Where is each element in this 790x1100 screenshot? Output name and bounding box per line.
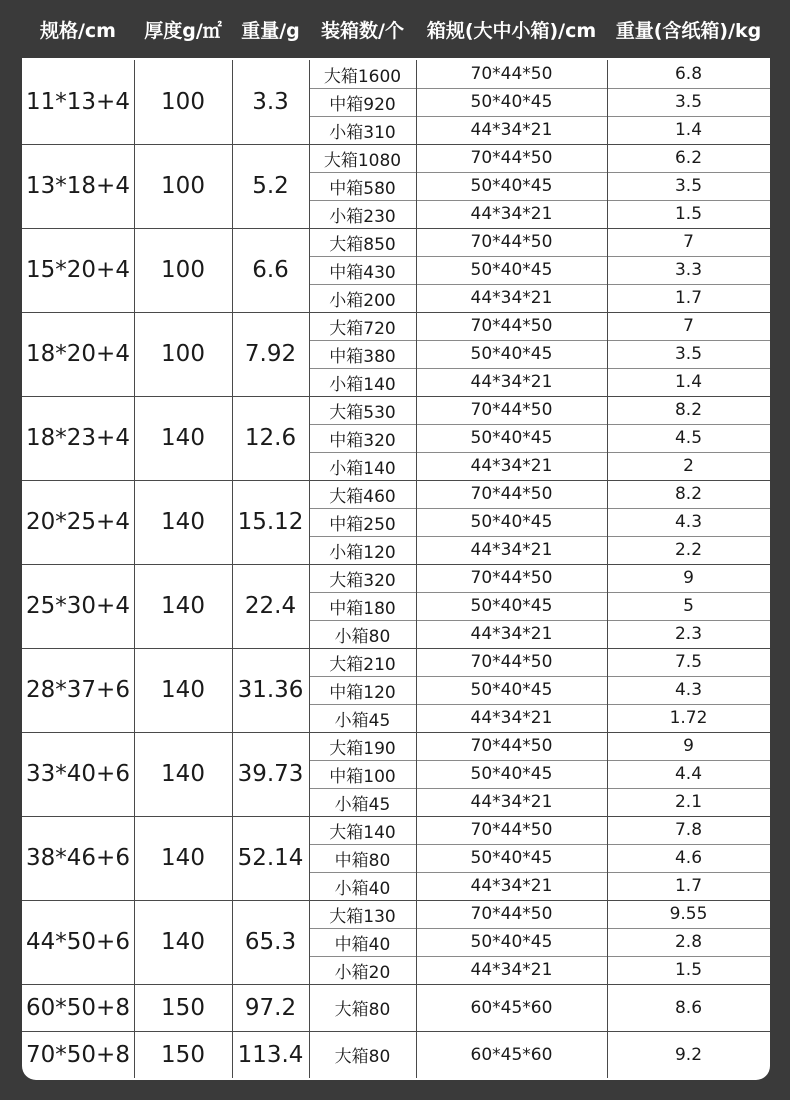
row-divider [309, 620, 770, 621]
spec-cell: 15*20+4 [26, 257, 130, 283]
row-divider [309, 844, 770, 845]
weight-cell: 7.92 [244, 341, 297, 367]
qty-cell: 大箱530 [329, 402, 396, 423]
box-weight-cell: 8.6 [674, 997, 703, 1018]
column-divider [232, 60, 233, 1078]
qty-cell: 中箱580 [329, 178, 396, 199]
box-weight-cell: 4.3 [674, 680, 703, 700]
box-size-cell: 44*34*21 [470, 456, 553, 476]
box-size-cell: 70*44*50 [470, 568, 553, 588]
weight-cell: 52.14 [237, 845, 304, 871]
spec-cell: 18*23+4 [26, 425, 130, 451]
spec-cell: 11*13+4 [26, 89, 130, 115]
box-size-cell: 50*40*45 [470, 176, 553, 196]
box-weight-cell: 4.3 [674, 512, 703, 532]
box-size-cell: 50*40*45 [470, 848, 553, 868]
box-weight-cell: 2.3 [674, 624, 703, 644]
weight-cell: 15.12 [237, 509, 304, 535]
qty-cell: 大箱460 [329, 486, 396, 507]
box-weight-cell: 1.7 [674, 876, 703, 896]
spec-cell: 28*37+6 [26, 677, 130, 703]
qty-cell: 大箱320 [329, 570, 396, 591]
column-divider [309, 60, 310, 1078]
row-divider [309, 452, 770, 453]
box-size-cell: 44*34*21 [470, 120, 553, 140]
box-size-cell: 50*40*45 [470, 92, 553, 112]
qty-cell: 中箱40 [334, 934, 391, 955]
qty-cell: 小箱140 [329, 374, 396, 395]
qty-cell: 大箱850 [329, 234, 396, 255]
column-divider [607, 60, 608, 1078]
row-divider [309, 788, 770, 789]
box-weight-cell: 1.4 [674, 372, 703, 392]
weight-cell: 31.36 [237, 677, 304, 703]
thickness-cell: 140 [161, 677, 205, 703]
weight-cell: 65.3 [244, 929, 297, 955]
box-size-cell: 44*34*21 [470, 540, 553, 560]
qty-cell: 大箱80 [334, 1000, 391, 1020]
header-thickness: 厚度g/㎡ [144, 19, 222, 42]
spec-cell: 60*50+8 [26, 994, 130, 1021]
box-size-cell: 60*45*60 [470, 1044, 553, 1065]
qty-cell: 中箱320 [329, 430, 396, 451]
header-weight: 重量/g [241, 19, 300, 42]
box-weight-cell: 9.55 [669, 904, 708, 924]
box-weight-cell: 9 [683, 736, 694, 756]
thickness-cell: 100 [161, 341, 205, 367]
box-weight-cell: 8.2 [674, 400, 703, 420]
qty-cell: 小箱120 [329, 542, 396, 563]
box-size-cell: 70*44*50 [470, 64, 553, 84]
qty-cell: 小箱20 [334, 962, 391, 983]
box-weight-cell: 6.2 [674, 148, 703, 168]
qty-cell: 中箱180 [329, 598, 396, 619]
box-weight-cell: 3.3 [674, 260, 703, 280]
header-box-weight: 重量(含纸箱)/kg [615, 19, 762, 42]
box-size-cell: 70*44*50 [470, 148, 553, 168]
qty-cell: 大箱130 [329, 906, 396, 927]
box-size-cell: 70*44*50 [470, 316, 553, 336]
box-size-cell: 50*40*45 [470, 596, 553, 616]
box-weight-cell: 9 [683, 568, 694, 588]
row-divider [309, 424, 770, 425]
box-weight-cell: 4.4 [674, 764, 703, 784]
qty-cell: 小箱200 [329, 290, 396, 311]
box-size-cell: 70*44*50 [470, 904, 553, 924]
qty-cell: 中箱80 [334, 850, 391, 871]
weight-cell: 113.4 [237, 1041, 304, 1068]
thickness-cell: 140 [161, 509, 205, 535]
box-weight-cell: 5 [683, 596, 694, 616]
box-weight-cell: 7.8 [674, 820, 703, 840]
box-weight-cell: 2.8 [674, 932, 703, 952]
row-divider [309, 760, 770, 761]
box-size-cell: 50*40*45 [470, 428, 553, 448]
row-divider [309, 116, 770, 117]
box-weight-cell: 3.5 [674, 92, 703, 112]
box-size-cell: 70*44*50 [470, 820, 553, 840]
weight-cell: 12.6 [244, 425, 297, 451]
qty-cell: 大箱720 [329, 318, 396, 339]
column-divider [134, 60, 135, 1078]
box-size-cell: 50*40*45 [470, 512, 553, 532]
qty-cell: 中箱100 [329, 766, 396, 787]
qty-cell: 大箱210 [329, 654, 396, 675]
box-size-cell: 60*45*60 [470, 997, 553, 1018]
box-size-cell: 70*44*50 [470, 232, 553, 252]
box-size-cell: 70*44*50 [470, 736, 553, 756]
spec-cell: 13*18+4 [26, 173, 130, 199]
qty-cell: 中箱920 [329, 94, 396, 115]
box-weight-cell: 1.4 [674, 120, 703, 140]
spec-cell: 20*25+4 [26, 509, 130, 535]
qty-cell: 大箱190 [329, 738, 396, 759]
box-weight-cell: 8.2 [674, 484, 703, 504]
box-weight-cell: 4.6 [674, 848, 703, 868]
row-divider [309, 928, 770, 929]
box-weight-cell: 1.5 [674, 204, 703, 224]
row-divider [309, 284, 770, 285]
qty-cell: 小箱40 [334, 878, 391, 899]
box-size-cell: 44*34*21 [470, 288, 553, 308]
row-divider [309, 872, 770, 873]
box-size-cell: 70*44*50 [470, 484, 553, 504]
qty-cell: 小箱45 [334, 794, 391, 815]
box-size-cell: 50*40*45 [470, 260, 553, 280]
weight-cell: 39.73 [237, 761, 304, 787]
weight-cell: 6.6 [252, 257, 289, 283]
spec-cell: 44*50+6 [26, 929, 130, 955]
box-weight-cell: 2.2 [674, 540, 703, 560]
box-size-cell: 44*34*21 [470, 708, 553, 728]
box-size-cell: 44*34*21 [470, 876, 553, 896]
qty-cell: 大箱1600 [323, 66, 402, 87]
spec-cell: 38*46+6 [26, 845, 130, 871]
box-weight-cell: 7 [683, 232, 694, 252]
thickness-cell: 100 [161, 257, 205, 283]
weight-cell: 5.2 [252, 173, 289, 199]
thickness-cell: 150 [161, 994, 205, 1021]
column-divider [416, 60, 417, 1078]
box-weight-cell: 3.5 [674, 344, 703, 364]
header-box-size: 箱规(大中小箱)/cm [426, 19, 597, 42]
box-size-cell: 50*40*45 [470, 932, 553, 952]
row-divider [309, 200, 770, 201]
weight-cell: 3.3 [252, 89, 289, 115]
box-weight-cell: 6.8 [674, 64, 703, 84]
thickness-cell: 140 [161, 929, 205, 955]
weight-cell: 97.2 [244, 994, 297, 1021]
row-divider [309, 88, 770, 89]
qty-cell: 小箱80 [334, 626, 391, 647]
qty-cell: 中箱430 [329, 262, 396, 283]
row-divider [309, 592, 770, 593]
header-qty: 装箱数/个 [321, 19, 404, 42]
row-divider [309, 956, 770, 957]
spec-cell: 25*30+4 [26, 593, 130, 619]
thickness-cell: 140 [161, 593, 205, 619]
spec-cell: 70*50+8 [26, 1041, 130, 1068]
row-divider [309, 368, 770, 369]
row-divider [309, 508, 770, 509]
qty-cell: 中箱250 [329, 514, 396, 535]
thickness-cell: 100 [161, 173, 205, 199]
thickness-cell: 140 [161, 425, 205, 451]
qty-cell: 中箱120 [329, 682, 396, 703]
box-weight-cell: 1.7 [674, 288, 703, 308]
box-weight-cell: 2.1 [674, 792, 703, 812]
box-size-cell: 44*34*21 [470, 372, 553, 392]
box-weight-cell: 1.5 [674, 960, 703, 980]
qty-cell: 中箱380 [329, 346, 396, 367]
box-weight-cell: 3.5 [674, 176, 703, 196]
box-size-cell: 44*34*21 [470, 792, 553, 812]
row-divider [309, 704, 770, 705]
qty-cell: 小箱45 [334, 710, 391, 731]
box-weight-cell: 7 [683, 316, 694, 336]
header-spec: 规格/cm [39, 19, 116, 42]
box-weight-cell: 1.72 [669, 708, 708, 728]
qty-cell: 小箱140 [329, 458, 396, 479]
box-size-cell: 44*34*21 [470, 960, 553, 980]
row-divider [309, 536, 770, 537]
box-weight-cell: 4.5 [674, 428, 703, 448]
box-weight-cell: 2 [683, 456, 694, 476]
qty-cell: 小箱230 [329, 206, 396, 227]
thickness-cell: 100 [161, 89, 205, 115]
qty-cell: 大箱1080 [323, 150, 402, 171]
thickness-cell: 150 [161, 1041, 205, 1068]
thickness-cell: 140 [161, 761, 205, 787]
box-weight-cell: 7.5 [674, 652, 703, 672]
qty-cell: 大箱140 [329, 822, 396, 843]
box-size-cell: 44*34*21 [470, 624, 553, 644]
qty-cell: 大箱80 [334, 1047, 391, 1067]
box-size-cell: 70*44*50 [470, 652, 553, 672]
spec-cell: 33*40+6 [26, 761, 130, 787]
box-size-cell: 50*40*45 [470, 680, 553, 700]
box-size-cell: 50*40*45 [470, 344, 553, 364]
thickness-cell: 140 [161, 845, 205, 871]
box-weight-cell: 9.2 [674, 1044, 703, 1065]
qty-cell: 小箱310 [329, 122, 396, 143]
row-divider [309, 340, 770, 341]
row-divider [309, 256, 770, 257]
spec-cell: 18*20+4 [26, 341, 130, 367]
box-size-cell: 50*40*45 [470, 764, 553, 784]
row-divider [309, 172, 770, 173]
row-divider [309, 676, 770, 677]
box-size-cell: 70*44*50 [470, 400, 553, 420]
box-size-cell: 44*34*21 [470, 204, 553, 224]
weight-cell: 22.4 [244, 593, 297, 619]
